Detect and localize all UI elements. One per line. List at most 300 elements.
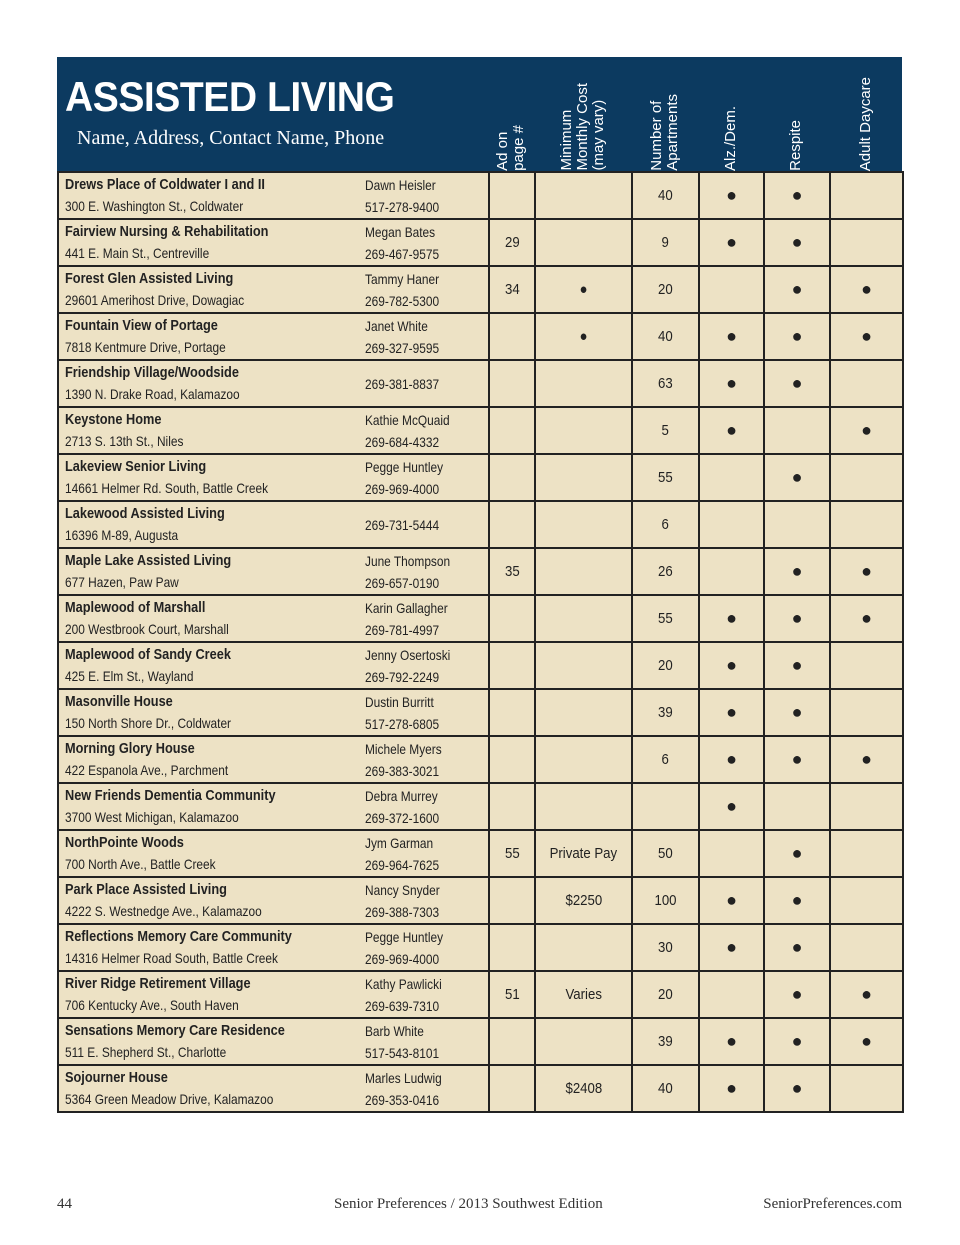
min-cost-cell: Varies <box>535 971 632 1018</box>
contact-name: Dustin Burritt <box>365 693 434 710</box>
check-dot: ● <box>861 608 872 628</box>
ad-page-cell: 29 <box>489 219 535 266</box>
check-dot: ● <box>726 749 737 769</box>
check-dot: ● <box>726 420 737 440</box>
respite-cell <box>764 736 830 783</box>
column-header-ad-page: Ad on page # <box>494 125 527 171</box>
contact-phone: 269-969-4000 <box>365 480 440 497</box>
adult-daycare-cell <box>830 971 903 1018</box>
facility-address: 511 E. Shepherd St., Charlotte <box>65 1043 227 1060</box>
facility-cell <box>58 454 365 501</box>
facility-cell <box>58 830 365 877</box>
apartments-cell: 100 <box>632 877 699 924</box>
check-dot: ● <box>726 1031 737 1051</box>
check-dot: ● <box>726 1078 737 1098</box>
contact-phone: 269-381-8837 <box>365 375 440 392</box>
min-cost-cell <box>535 219 632 266</box>
apartments-cell: 20 <box>632 266 699 313</box>
alz-dem-cell <box>699 1018 764 1065</box>
facility-address: 14316 Helmer Road South, Battle Creek <box>65 949 279 966</box>
respite-cell <box>764 1065 830 1112</box>
table-row <box>58 219 903 266</box>
facility-cell <box>58 219 365 266</box>
facility-name: River Ridge Retirement Village <box>65 975 251 992</box>
facility-cell <box>58 501 365 548</box>
check-dot: ● <box>791 890 803 910</box>
facility-address: 16396 M-89, Augusta <box>65 526 179 543</box>
contact-name: Michele Myers <box>365 740 442 757</box>
min-cost-cell: $2250 <box>535 877 632 924</box>
check-dot: ● <box>726 608 737 628</box>
column-header-apartments: Number of Apartments <box>647 94 681 171</box>
min-cost-cell <box>535 360 632 407</box>
facility-address: 300 E. Washington St., Coldwater <box>65 197 244 214</box>
min-cost-cell: ● <box>535 266 632 313</box>
check-dot: ● <box>861 326 872 346</box>
apartments-cell: 50 <box>632 830 699 877</box>
table-row <box>58 266 903 313</box>
table-row <box>58 971 903 1018</box>
contact-name: Jym Garman <box>365 834 434 851</box>
facility-name: Reflections Memory Care Community <box>65 928 292 945</box>
facility-name: Maplewood of Sandy Creek <box>65 646 231 663</box>
contact-name: Nancy Snyder <box>365 881 440 898</box>
contact-name: Marles Ludwig <box>365 1069 442 1086</box>
alz-dem-cell <box>699 548 764 595</box>
contact-cell <box>365 407 489 454</box>
website-link[interactable]: SeniorPreferences.com <box>763 1196 902 1212</box>
facility-name: Sensations Memory Care Residence <box>65 1022 285 1039</box>
check-dot: ● <box>861 1031 872 1051</box>
check-dot: ● <box>791 467 803 487</box>
facility-address: 1390 N. Drake Road, Kalamazoo <box>65 385 240 402</box>
respite-cell <box>764 642 830 689</box>
check-dot: ● <box>791 655 803 675</box>
apartments-cell: 30 <box>632 924 699 971</box>
check-dot: ● <box>791 843 803 863</box>
contact-cell <box>365 360 489 407</box>
check-dot: ● <box>791 561 803 581</box>
contact-phone: 517-543-8101 <box>365 1044 440 1061</box>
check-dot: ● <box>791 373 803 393</box>
apartments-cell: 20 <box>632 971 699 1018</box>
table-row <box>58 1065 903 1112</box>
min-cost-cell <box>535 1018 632 1065</box>
table-row <box>58 407 903 454</box>
adult-daycare-cell <box>830 501 903 548</box>
facility-name: Lakewood Assisted Living <box>65 505 225 522</box>
adult-daycare-cell <box>830 313 903 360</box>
contact-phone: 269-467-9575 <box>365 245 440 262</box>
check-dot: ● <box>791 937 803 957</box>
ad-page-cell <box>489 360 535 407</box>
respite-cell <box>764 172 830 219</box>
ad-page-cell <box>489 172 535 219</box>
adult-daycare-cell <box>830 736 903 783</box>
facility-name: Fairview Nursing & Rehabilitation <box>65 223 269 240</box>
respite-cell <box>764 219 830 266</box>
check-dot: ● <box>791 984 803 1004</box>
respite-cell <box>764 877 830 924</box>
check-dot: ● <box>726 655 737 675</box>
facility-address: 29601 Amerihost Drive, Dowagiac <box>65 291 245 308</box>
min-cost-cell <box>535 924 632 971</box>
table-row <box>58 595 903 642</box>
ad-page-cell <box>489 642 535 689</box>
table-row <box>58 360 903 407</box>
adult-daycare-cell <box>830 689 903 736</box>
contact-phone: 269-781-4997 <box>365 621 440 638</box>
contact-cell <box>365 1018 489 1065</box>
ad-page-cell: 35 <box>489 548 535 595</box>
ad-page-cell <box>489 736 535 783</box>
alz-dem-cell <box>699 266 764 313</box>
facility-address: 706 Kentucky Ave., South Haven <box>65 996 239 1013</box>
check-dot: ● <box>791 608 803 628</box>
check-dot: ● <box>726 326 737 346</box>
apartments-cell: 55 <box>632 454 699 501</box>
contact-name: Pegge Huntley <box>365 928 444 945</box>
ad-page-cell <box>489 1018 535 1065</box>
facility-address: 425 E. Elm St., Wayland <box>65 667 194 684</box>
apartments-cell: 40 <box>632 172 699 219</box>
min-cost-cell <box>535 172 632 219</box>
check-dot: ● <box>861 561 872 581</box>
ad-page-cell: 55 <box>489 830 535 877</box>
adult-daycare-cell <box>830 1018 903 1065</box>
publication-name: Senior Preferences / 2013 Southwest Edition <box>334 1196 603 1212</box>
contact-cell <box>365 830 489 877</box>
facility-cell <box>58 313 365 360</box>
facility-address: 200 Westbrook Court, Marshall <box>65 620 229 637</box>
contact-phone: 269-684-4332 <box>365 433 440 450</box>
respite-cell <box>764 595 830 642</box>
contact-phone: 269-657-0190 <box>365 574 440 591</box>
facility-cell <box>58 172 365 219</box>
facility-address: 3700 West Michigan, Kalamazoo <box>65 808 239 825</box>
facility-name: Sojourner House <box>65 1069 168 1086</box>
check-dot: ● <box>861 749 872 769</box>
apartments-cell: 55 <box>632 595 699 642</box>
alz-dem-cell <box>699 501 764 548</box>
facility-cell <box>58 548 365 595</box>
facility-address: 7818 Kentmure Drive, Portage <box>65 338 226 355</box>
alz-dem-cell <box>699 407 764 454</box>
adult-daycare-cell <box>830 407 903 454</box>
check-dot: ● <box>791 326 803 346</box>
adult-daycare-cell <box>830 1065 903 1112</box>
facility-address: 677 Hazen, Paw Paw <box>65 573 179 590</box>
adult-daycare-cell <box>830 642 903 689</box>
facility-address: 2713 S. 13th St., Niles <box>65 432 184 449</box>
respite-cell <box>764 924 830 971</box>
contact-name: Tammy Haner <box>365 270 440 287</box>
contact-name: Janet White <box>365 317 428 334</box>
check-dot: ● <box>791 749 803 769</box>
facility-address: 422 Espanola Ave., Parchment <box>65 761 229 778</box>
respite-cell <box>764 313 830 360</box>
facility-name: Maplewood of Marshall <box>65 599 206 616</box>
facility-cell <box>58 1018 365 1065</box>
contact-cell <box>365 877 489 924</box>
contact-phone: 269-792-2249 <box>365 668 440 685</box>
adult-daycare-cell <box>830 877 903 924</box>
alz-dem-cell <box>699 642 764 689</box>
ad-page-cell <box>489 924 535 971</box>
check-dot: ● <box>791 1031 803 1051</box>
adult-daycare-cell <box>830 360 903 407</box>
contact-phone: 269-782-5300 <box>365 292 440 309</box>
facility-cell <box>58 924 365 971</box>
facility-cell <box>58 783 365 830</box>
column-header-respite: Respite <box>787 120 804 171</box>
apartments-cell: 20 <box>632 642 699 689</box>
ad-page-cell <box>489 689 535 736</box>
ad-page-cell <box>489 501 535 548</box>
page-number: 44 <box>57 1196 72 1212</box>
check-dot: ● <box>726 702 737 722</box>
table-row <box>58 172 903 219</box>
apartments-cell: 63 <box>632 360 699 407</box>
alz-dem-cell <box>699 360 764 407</box>
check-dot: ● <box>726 185 737 205</box>
min-cost-cell: Private Pay <box>535 830 632 877</box>
alz-dem-cell <box>699 595 764 642</box>
respite-cell <box>764 971 830 1018</box>
facility-address: 14661 Helmer Rd. South, Battle Creek <box>65 479 269 496</box>
contact-cell <box>365 971 489 1018</box>
adult-daycare-cell <box>830 548 903 595</box>
contact-phone: 269-731-5444 <box>365 516 440 533</box>
contact-name: Debra Murrey <box>365 787 438 804</box>
min-cost-cell <box>535 407 632 454</box>
alz-dem-cell <box>699 830 764 877</box>
respite-cell <box>764 266 830 313</box>
alz-dem-cell <box>699 877 764 924</box>
table-row <box>58 783 903 830</box>
facility-name: Masonville House <box>65 693 173 710</box>
respite-cell <box>764 548 830 595</box>
contact-cell <box>365 689 489 736</box>
contact-cell <box>365 642 489 689</box>
check-dot: ● <box>726 373 737 393</box>
check-dot: ● <box>861 279 872 299</box>
table-row <box>58 736 903 783</box>
min-cost-cell <box>535 548 632 595</box>
contact-cell <box>365 736 489 783</box>
contact-phone: 269-964-7625 <box>365 856 440 873</box>
apartments-cell: 39 <box>632 689 699 736</box>
facility-name: Lakeview Senior Living <box>65 458 207 475</box>
min-cost-cell: ● <box>535 313 632 360</box>
alz-dem-cell <box>699 736 764 783</box>
ad-page-cell: 34 <box>489 266 535 313</box>
alz-dem-cell <box>699 454 764 501</box>
respite-cell <box>764 1018 830 1065</box>
min-cost-cell <box>535 454 632 501</box>
contact-phone: 269-327-9595 <box>365 339 440 356</box>
contact-name: Barb White <box>365 1022 424 1039</box>
contact-name: Jenny Osertoski <box>365 646 451 663</box>
contact-cell <box>365 501 489 548</box>
page-title: ASSISTED LIVING <box>65 73 395 120</box>
alz-dem-cell <box>699 689 764 736</box>
check-dot: ● <box>726 232 737 252</box>
check-dot: ● <box>861 420 872 440</box>
alz-dem-cell <box>699 313 764 360</box>
alz-dem-cell <box>699 971 764 1018</box>
adult-daycare-cell <box>830 172 903 219</box>
listings-table <box>57 171 904 1113</box>
contact-phone: 269-383-3021 <box>365 762 440 779</box>
apartments-cell: 26 <box>632 548 699 595</box>
contact-cell <box>365 266 489 313</box>
alz-dem-cell <box>699 172 764 219</box>
page-subtitle: Name, Address, Contact Name, Phone <box>77 127 385 149</box>
alz-dem-cell <box>699 219 764 266</box>
contact-phone: 269-353-0416 <box>365 1091 440 1108</box>
apartments-cell <box>632 783 699 830</box>
facility-cell <box>58 595 365 642</box>
facility-address: 700 North Ave., Battle Creek <box>65 855 216 872</box>
facility-cell <box>58 971 365 1018</box>
facility-cell <box>58 736 365 783</box>
adult-daycare-cell <box>830 783 903 830</box>
check-dot: ● <box>726 937 737 957</box>
contact-cell <box>365 924 489 971</box>
apartments-cell: 40 <box>632 313 699 360</box>
ad-page-cell <box>489 783 535 830</box>
facility-name: Forest Glen Assisted Living <box>65 270 234 287</box>
adult-daycare-cell <box>830 595 903 642</box>
adult-daycare-cell <box>830 924 903 971</box>
assisted-living-table <box>57 57 902 1113</box>
table-row <box>58 454 903 501</box>
column-header-min-cost: Minimum Monthly Cost (may vary) <box>557 83 607 171</box>
facility-address: 5364 Green Meadow Drive, Kalamazoo <box>65 1090 274 1107</box>
alz-dem-cell <box>699 1065 764 1112</box>
contact-cell <box>365 548 489 595</box>
facility-cell <box>58 360 365 407</box>
facility-name: Friendship Village/Woodside <box>65 364 239 381</box>
contact-name: Dawn Heisler <box>365 176 436 193</box>
column-header-adult-daycare: Adult Daycare <box>856 76 874 171</box>
ad-page-cell <box>489 407 535 454</box>
alz-dem-cell <box>699 783 764 830</box>
facility-cell <box>58 642 365 689</box>
table-row <box>58 642 903 689</box>
check-dot: ● <box>791 1078 803 1098</box>
facility-name: Keystone Home <box>65 411 162 428</box>
facility-cell <box>58 266 365 313</box>
apartments-cell: 9 <box>632 219 699 266</box>
facility-cell <box>58 407 365 454</box>
facility-address: 150 North Shore Dr., Coldwater <box>65 714 232 731</box>
apartments-cell: 40 <box>632 1065 699 1112</box>
adult-daycare-cell <box>830 219 903 266</box>
facility-cell <box>58 877 365 924</box>
contact-cell <box>365 313 489 360</box>
facility-address: 4222 S. Westnedge Ave., Kalamazoo <box>65 902 262 919</box>
facility-name: Park Place Assisted Living <box>65 881 227 898</box>
contact-phone: 269-388-7303 <box>365 903 440 920</box>
ad-page-cell <box>489 313 535 360</box>
apartments-cell: 6 <box>632 736 699 783</box>
column-header-alz-dem: Alz./Dem. <box>721 105 739 171</box>
min-cost-cell <box>535 642 632 689</box>
adult-daycare-cell <box>830 830 903 877</box>
ad-page-cell <box>489 595 535 642</box>
table-row <box>58 548 903 595</box>
facility-name: NorthPointe Woods <box>65 834 184 851</box>
contact-cell <box>365 454 489 501</box>
contact-name: Pegge Huntley <box>365 458 444 475</box>
min-cost-cell <box>535 501 632 548</box>
contact-phone: 517-278-6805 <box>365 715 440 732</box>
check-dot: ● <box>791 702 803 722</box>
check-dot: ● <box>726 890 737 910</box>
contact-cell <box>365 783 489 830</box>
respite-cell <box>764 689 830 736</box>
table-row <box>58 877 903 924</box>
table-row <box>58 313 903 360</box>
check-dot: ● <box>791 232 803 252</box>
contact-cell <box>365 219 489 266</box>
apartments-cell: 5 <box>632 407 699 454</box>
facility-address: 441 E. Main St., Centreville <box>65 244 210 261</box>
check-dot: ● <box>791 279 803 299</box>
respite-cell <box>764 454 830 501</box>
contact-name: Karin Gallagher <box>365 599 448 616</box>
contact-phone: 269-372-1600 <box>365 809 440 826</box>
facility-name: Morning Glory House <box>65 740 195 757</box>
facility-name: Drews Place of Coldwater I and II <box>65 176 265 193</box>
contact-name: June Thompson <box>365 552 451 569</box>
min-cost-cell <box>535 689 632 736</box>
min-cost-cell: $2408 <box>535 1065 632 1112</box>
facility-name: Fountain View of Portage <box>65 317 218 334</box>
table-row <box>58 501 903 548</box>
table-row <box>58 924 903 971</box>
table-row <box>58 689 903 736</box>
contact-name: Kathie McQuaid <box>365 411 450 428</box>
contact-phone: 517-278-9400 <box>365 198 440 215</box>
ad-page-cell <box>489 1065 535 1112</box>
table-row <box>58 830 903 877</box>
facility-name: New Friends Dementia Community <box>65 787 276 804</box>
min-cost-cell <box>535 736 632 783</box>
contact-name: Kathy Pawlicki <box>365 975 442 992</box>
facility-cell <box>58 1065 365 1112</box>
ad-page-cell <box>489 454 535 501</box>
respite-cell <box>764 501 830 548</box>
check-dot: ● <box>791 185 803 205</box>
contact-cell <box>365 595 489 642</box>
respite-cell <box>764 407 830 454</box>
adult-daycare-cell <box>830 266 903 313</box>
ad-page-cell <box>489 877 535 924</box>
contact-phone: 269-969-4000 <box>365 950 440 967</box>
table-header <box>57 57 902 171</box>
min-cost-cell <box>535 595 632 642</box>
table-row <box>58 1018 903 1065</box>
apartments-cell: 6 <box>632 501 699 548</box>
check-dot: ● <box>726 796 737 816</box>
check-dot: ● <box>861 984 872 1004</box>
contact-cell <box>365 1065 489 1112</box>
ad-page-cell: 51 <box>489 971 535 1018</box>
facility-cell <box>58 689 365 736</box>
